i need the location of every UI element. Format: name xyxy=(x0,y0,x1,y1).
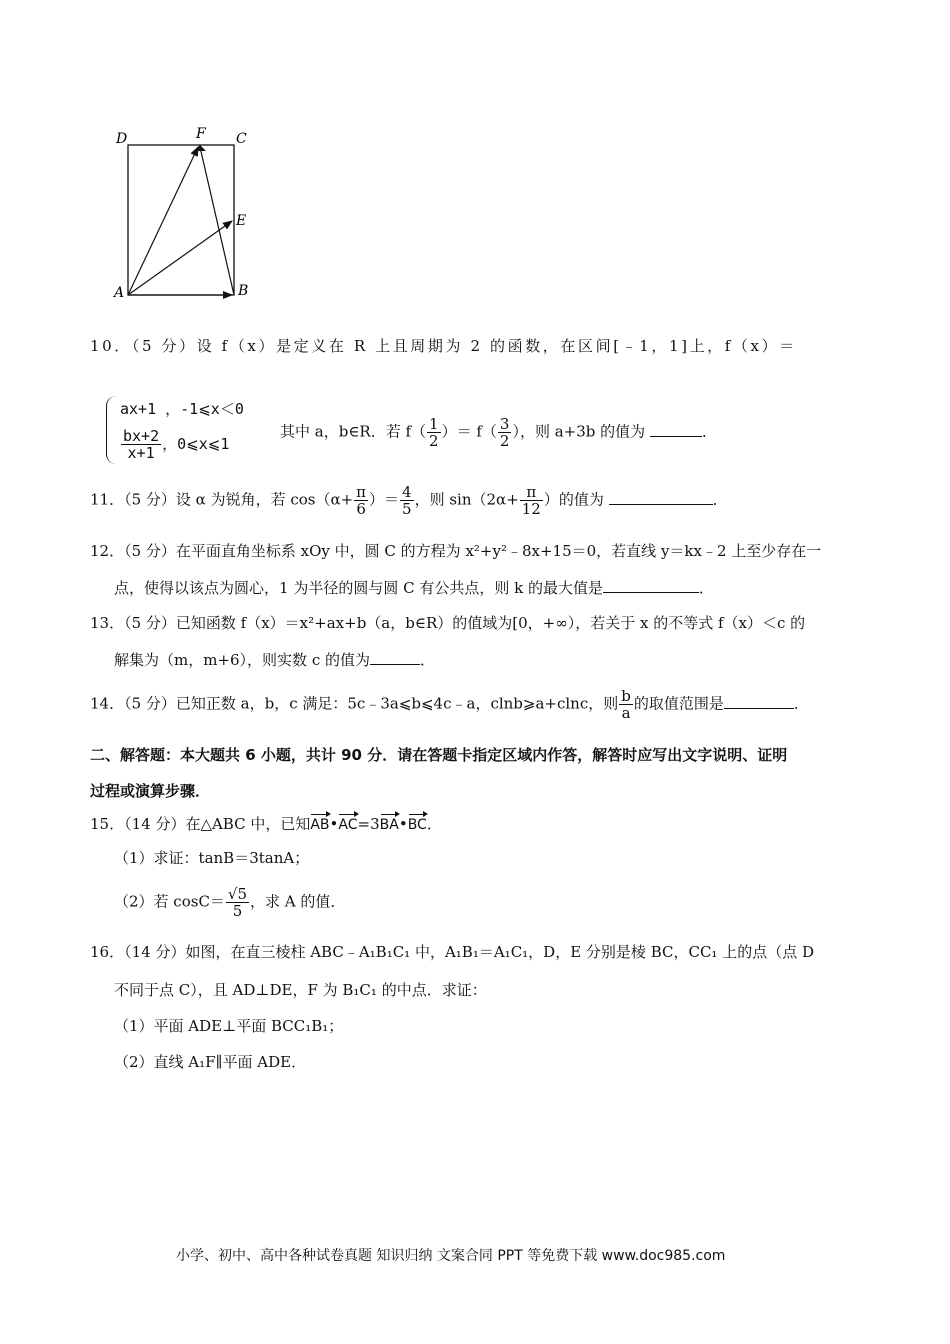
q15-sqrt-num: √5 xyxy=(227,885,248,903)
label-e: E xyxy=(236,213,247,229)
q12-line2-text: 点，使得以该点为圆心，1 为半径的圆与圆 C 有公共点，则 k 的最大值是 xyxy=(114,579,603,597)
q14-frac-den: a xyxy=(621,704,631,722)
q15-part2-a: （2）若 cosC＝ xyxy=(114,892,225,911)
q11-b: ）＝ xyxy=(369,490,400,509)
equals-3: =3 xyxy=(357,815,380,833)
q14-b: 的取值范围是 xyxy=(633,694,724,713)
case2-numerator: bx+2 xyxy=(123,427,160,445)
q15-intro-text: 15．（14 分）在△ABC 中，已知 xyxy=(90,815,311,833)
q10-tail xyxy=(280,416,717,449)
answer-blank-12[interactable] xyxy=(603,578,699,593)
vector-ab-label: AB xyxy=(310,817,330,833)
dot-product-1: • xyxy=(329,815,339,833)
q15-intro xyxy=(90,814,442,835)
q15-intro-end: ． xyxy=(426,815,442,833)
q11-d: ）的值为 xyxy=(543,490,604,509)
q15-part1: （1）求证：tanB＝3tanA； xyxy=(114,849,310,867)
answer-blank-14[interactable] xyxy=(724,694,794,709)
piecewise-brace xyxy=(106,396,117,464)
dot-product-2: • xyxy=(398,815,408,833)
vector-bc-label: BC xyxy=(407,817,427,833)
q12-line1: 12．（5 分）在平面直角坐标系 xOy 中，圆 C 的方程为 x²+y²﹣8x+15＝0，若直线 y＝kx﹣2 上至少存在一 xyxy=(90,542,822,560)
q11-f-num: 4 xyxy=(402,483,412,501)
vector-ba-label: BA xyxy=(379,817,399,833)
section-2-heading-line1: 二、解答题：本大题共 6 小题，共计 90 分．请在答题卡指定区域内作答，解答时应写出文字说明、证明 xyxy=(90,746,788,764)
q11-pi2-num: π xyxy=(520,484,543,501)
q13-line2-text: 解集为（m，m+6），则实数 c 的值为 xyxy=(114,651,370,669)
rectangle-abcd xyxy=(128,145,234,295)
answer-blank-10[interactable] xyxy=(650,422,702,437)
q15-sqrt-den: 5 xyxy=(232,902,243,920)
q11-f-den: 5 xyxy=(402,500,412,518)
vector-ae xyxy=(128,221,232,295)
q15-part2-b: ，求 A 的值． xyxy=(250,892,346,911)
label-d: D xyxy=(116,131,128,147)
answer-blank-11[interactable] xyxy=(609,490,713,505)
q16-part1: （1）平面 ADE⊥平面 BCC₁B₁； xyxy=(114,1017,344,1035)
q10-end: ． xyxy=(701,422,717,441)
q11-a: 11．（5 分）设 α 为锐角，若 cos（α+ xyxy=(90,490,354,509)
q11-pi1-den: 6 xyxy=(356,500,366,518)
frac-half-den: 2 xyxy=(429,432,439,450)
q14-frac-num: b xyxy=(621,687,631,705)
q10-case1: ax+1 ，-1⩽x＜0 xyxy=(120,400,244,418)
q16-part2: （2）直线 A₁F∥平面 ADE． xyxy=(114,1053,307,1071)
case2-condition: ，0⩽x⩽1 xyxy=(162,435,230,453)
q14-end: ． xyxy=(793,694,809,713)
point-f-marker xyxy=(194,145,206,151)
q13-end: ． xyxy=(420,651,436,669)
q12-end: ． xyxy=(698,579,714,597)
label-a: A xyxy=(114,285,125,301)
frac-three-num: 3 xyxy=(499,415,510,433)
q11-pi2-den: 12 xyxy=(521,500,541,518)
q13-line2 xyxy=(114,650,435,670)
q11-c: ，则 sin（2α+ xyxy=(414,490,519,509)
answer-blank-13[interactable] xyxy=(370,650,420,665)
label-f: F xyxy=(196,126,206,142)
q15-part2 xyxy=(114,886,345,919)
q16-line2: 不同于点 C），且 AD⊥DE，F 为 B₁C₁ 的中点．求证： xyxy=(114,981,487,999)
frac-half-num: 1 xyxy=(429,415,439,433)
vector-af xyxy=(128,147,198,295)
segment-fb xyxy=(200,147,234,295)
question-11 xyxy=(90,484,728,517)
q11-end: ． xyxy=(712,490,728,509)
page-footer: 小学、初中、高中各种试卷真题 知识归纳 文案合同 PPT 等免费下载 www.doc985.com xyxy=(176,1248,726,1264)
q10-line1: 10．（5 分）设 f（x）是定义在 R 上且周期为 2 的函数，在区间[﹣1，1]上，f（x）＝ xyxy=(90,337,797,355)
q10-case2 xyxy=(120,428,229,461)
frac-three-den: 2 xyxy=(499,432,510,450)
q12-line2 xyxy=(114,578,714,598)
q14-a: 14．（5 分）已知正数 a，b，c 满足：5c﹣3a⩽b⩽4c﹣a，clnb⩾a+clnc，则 xyxy=(90,694,619,713)
geometry-figure xyxy=(110,125,260,305)
q16-line1: 16．（14 分）如图，在直三棱柱 ABC﹣A₁B₁C₁ 中，A₁B₁＝A₁C₁，D，E 分别是棱 BC，CC₁ 上的点（点 D xyxy=(90,943,815,961)
q13-line1: 13．（5 分）已知函数 f（x）＝x²+ax+b（a，b∈R）的值域为[0，+∞），若关于 x 的不等式 f（x）＜c 的 xyxy=(90,614,806,632)
case2-denominator: x+1 xyxy=(127,444,155,462)
q11-pi1-num: π xyxy=(356,483,367,501)
question-14 xyxy=(90,688,809,721)
q10-tail-b: ）＝ f（ xyxy=(441,422,497,441)
section-2-heading-line2: 过程或演算步骤． xyxy=(90,782,211,800)
label-c: C xyxy=(236,131,247,147)
vector-ac-label: AC xyxy=(338,817,358,833)
label-b: B xyxy=(238,283,249,299)
q10-tail-c: ），则 a+3b 的值为 xyxy=(512,422,646,441)
q10-tail-a: 其中 a，b∈R．若 f（ xyxy=(280,422,427,441)
